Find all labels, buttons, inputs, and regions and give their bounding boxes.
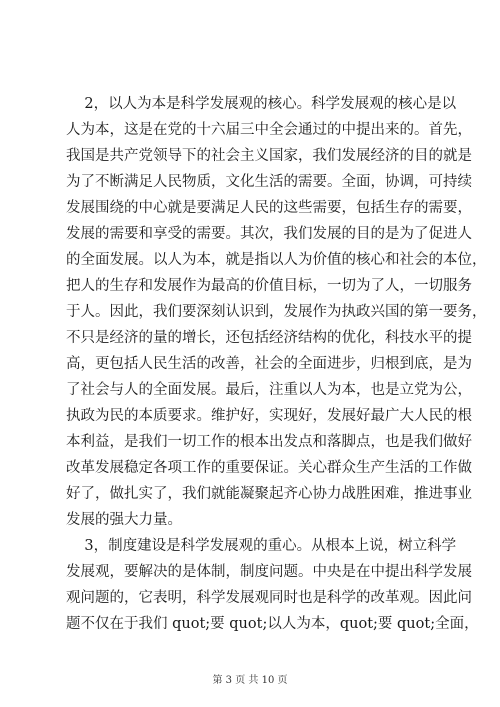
text-line: 高，更包括人民生活的改善，社会的全面进步，归根到底，是为 [66,356,472,372]
text-line: 本利益，是我们一切工作的根本出发点和落脚点，也是我们做好 [66,434,472,450]
text-line: 发展的强大力量。 [66,512,182,528]
text-line: 为了不断满足人民物质，文化生活的需要。全面，协调，可持续 [66,174,472,190]
text-line: 发展观，要解决的是体制，制度问题。中央是在中提出科学发展 [66,564,472,580]
text-line: 观问题的，它表明，科学发展观同时也是科学的改革观。因此问 [66,590,472,606]
text-line: 把人的生存和发展作为最高的价值目标，一切为了人，一切服务 [66,278,472,294]
text-line: 发展围绕的中心就是要满足人民的这些需要，包括生存的需要， [66,200,472,216]
text-line: 2，以人为本是科学发展观的核心。科学发展观的核心是以 [66,96,457,112]
paragraph-institutional-building [66,533,479,637]
page-footer [0,674,500,688]
text-line: 执政为民的本质要求。维护好，实现好，发展好最广大人民的根 [66,408,472,424]
page-number-label: 第 3 页 共 10 页 [212,675,288,686]
text-line: 人为本，这是在党的十六届三中全会通过的中提出来的。首先， [66,122,472,138]
text-line: 我国是共产党领导下的社会主义国家，我们发展经济的目的就是 [66,148,472,164]
text-line: 题不仅在于我们 quot;要 quot;以人为本，quot;要 quot;全面， [66,616,479,632]
document-body [66,91,487,637]
text-line: 3，制度建设是科学发展观的重心。从根本上说，树立科学 [66,538,457,554]
text-line: 改革发展稳定各项工作的重要保证。关心群众生产生活的工作做 [66,460,472,476]
text-line: 好了，做扎实了，我们就能凝聚起齐心协力战胜困难，推进事业 [66,486,472,502]
text-line: 不只是经济的量的增长，还包括经济结构的优化，科技水平的提 [66,330,472,346]
paragraph-core-people-oriented [66,91,487,533]
text-line: 于人。因此，我们要深刻认识到，发展作为执政兴国的第一要务， [66,304,487,320]
text-line: 了社会与人的全面发展。最后，注重以人为本，也是立党为公， [66,382,472,398]
text-line: 的全面发展。以人为本，就是指以人为价值的核心和社会的本位， [66,252,487,268]
text-line: 发展的需要和享受的需要。其次，我们发展的目的是为了促进人 [66,226,472,242]
